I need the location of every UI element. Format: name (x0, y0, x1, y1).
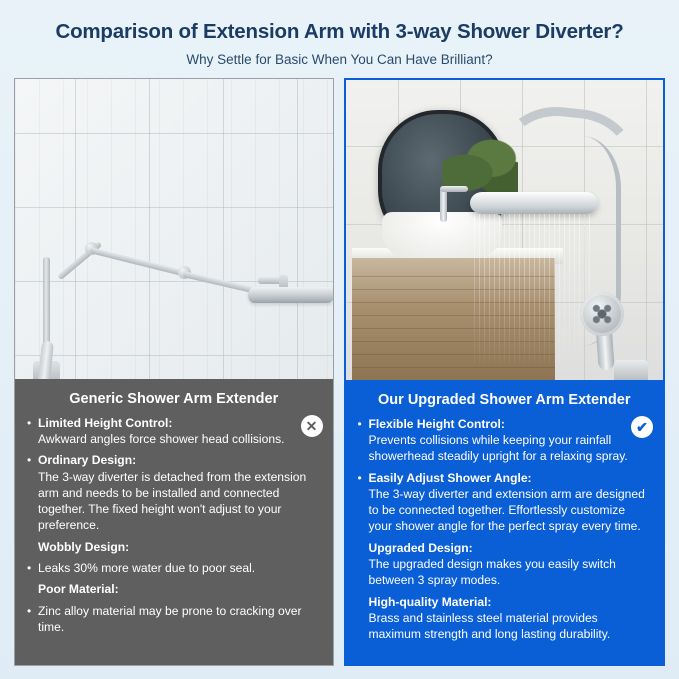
list-item (27, 539, 321, 555)
handheld-spray-face (580, 292, 624, 336)
list-item (27, 603, 321, 636)
feature-body: The 3-way diverter is detached from the extension arm and needs to be installed and connected together. The fixed height won't adjust to your preference. (38, 469, 307, 533)
upgraded-product-image (346, 80, 664, 380)
list-item (27, 452, 321, 534)
rainfall-shower-head (470, 192, 598, 214)
feature-title: • Limited Height Control: (38, 415, 173, 430)
tile-pattern-fine (15, 79, 333, 379)
page-title: Comparison of Extension Arm with 3-way Shower Diverter? (55, 20, 624, 43)
list-item (358, 594, 652, 643)
wall-bracket (614, 360, 648, 380)
upgraded-product-panel (346, 380, 664, 664)
list-item (27, 560, 321, 576)
sink-faucet-spout (440, 186, 468, 192)
generic-feature-list (27, 415, 321, 636)
shower-head (248, 287, 333, 303)
feature-title: Wobbly Design: (38, 539, 130, 554)
feature-title: • Ordinary Design: (38, 453, 137, 468)
upgraded-feature-list (358, 416, 652, 643)
feature-title: Poor Material: (38, 582, 119, 597)
generic-product-image (15, 79, 333, 379)
feature-body: Awkward angles force shower head collisions. (38, 431, 285, 446)
generic-panel-title: Generic Shower Arm Extender (69, 390, 279, 407)
feature-title: • Easily Adjust Shower Angle: (368, 470, 532, 485)
sink-faucet (440, 188, 447, 222)
feature-body: • Zinc alloy material may be prone to cracking over time. (38, 603, 302, 635)
list-item (358, 416, 652, 465)
generic-product-column (14, 78, 334, 666)
list-item (27, 581, 321, 597)
close-icon: ✕ (301, 415, 323, 437)
page-subtitle: Why Settle for Basic When You Can Have Brilliant? (186, 51, 493, 67)
check-icon: ✔ (631, 416, 653, 438)
list-item (27, 415, 321, 448)
feature-body: Prevents collisions while keeping your rainfall showerhead steadily upright for a relaxing spray. (368, 432, 628, 464)
upgraded-product-column (344, 78, 666, 666)
feature-title: High-quality Material: (368, 594, 492, 609)
feature-body: Brass and stainless steel material provides maximum strength and long lasting durability. (368, 611, 611, 642)
feature-body: • Leaks 30% more water due to poor seal. (38, 561, 256, 576)
feature-body: The upgraded design makes you easily switch between 3 spray modes. (368, 557, 616, 588)
feature-body: The 3-way diverter and extension arm are designed to be connected together. Effortlessly customize your shower angle for the perfect spray every time. (368, 486, 645, 534)
falling-water (474, 214, 594, 364)
feature-title: • Flexible Height Control: (368, 416, 505, 431)
comparison-columns (14, 78, 665, 666)
feature-title: Upgraded Design: (368, 540, 473, 555)
upgraded-panel-title: Our Upgraded Shower Arm Extender (378, 391, 631, 408)
list-item (358, 470, 652, 535)
list-item (358, 540, 652, 589)
generic-product-panel (15, 379, 333, 665)
